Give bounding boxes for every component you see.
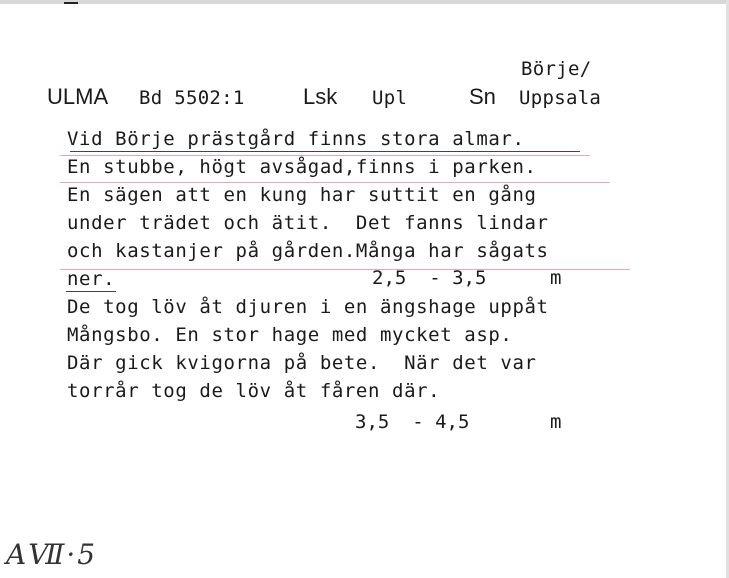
body-line: De tog löv åt djuren i en ängshage uppåt [67,296,549,318]
corner-mark [64,2,78,4]
body-line: under trädet och ätit. Det fanns lindar [67,212,549,234]
archive-label: ULMA [47,84,109,109]
height-range: 3,5 - 4,5 [355,411,470,433]
height-unit: m [550,267,562,289]
body-line: En sägen att en kung har suttit en gång [67,184,537,206]
body-line: En stubbe, högt avsågad,finns i parken. [67,156,537,178]
text-underline [66,291,116,292]
height-range: 2,5 - 3,5 [372,267,487,289]
body-line: Där gick kvigorna på bete. När det var [67,352,537,374]
reference-number: Bd 5502:1 [139,87,245,109]
body-line: torrår tog de löv åt fåren där. [67,380,441,402]
body-line: och kastanjer på gården.Många har sågats [67,240,549,262]
body-line: Mångsbo. En stor hage med mycket asp. [67,324,513,346]
lsk-label: Lsk [303,84,338,109]
sn-label: Sn [469,84,496,109]
lsk-value: Upl [372,87,408,109]
height-unit: m [550,411,562,433]
handwritten-note: AⅦ·5 [6,538,98,571]
place-top: Börje/ [521,58,592,80]
body-line: ner. [67,268,116,290]
place-bottom: Uppsala [519,87,602,109]
body-line: Vid Börje prästgård finns stora almar. [67,128,525,150]
ruled-line [60,269,630,270]
text-underline [70,151,580,152]
card-top-edge [0,0,729,4]
